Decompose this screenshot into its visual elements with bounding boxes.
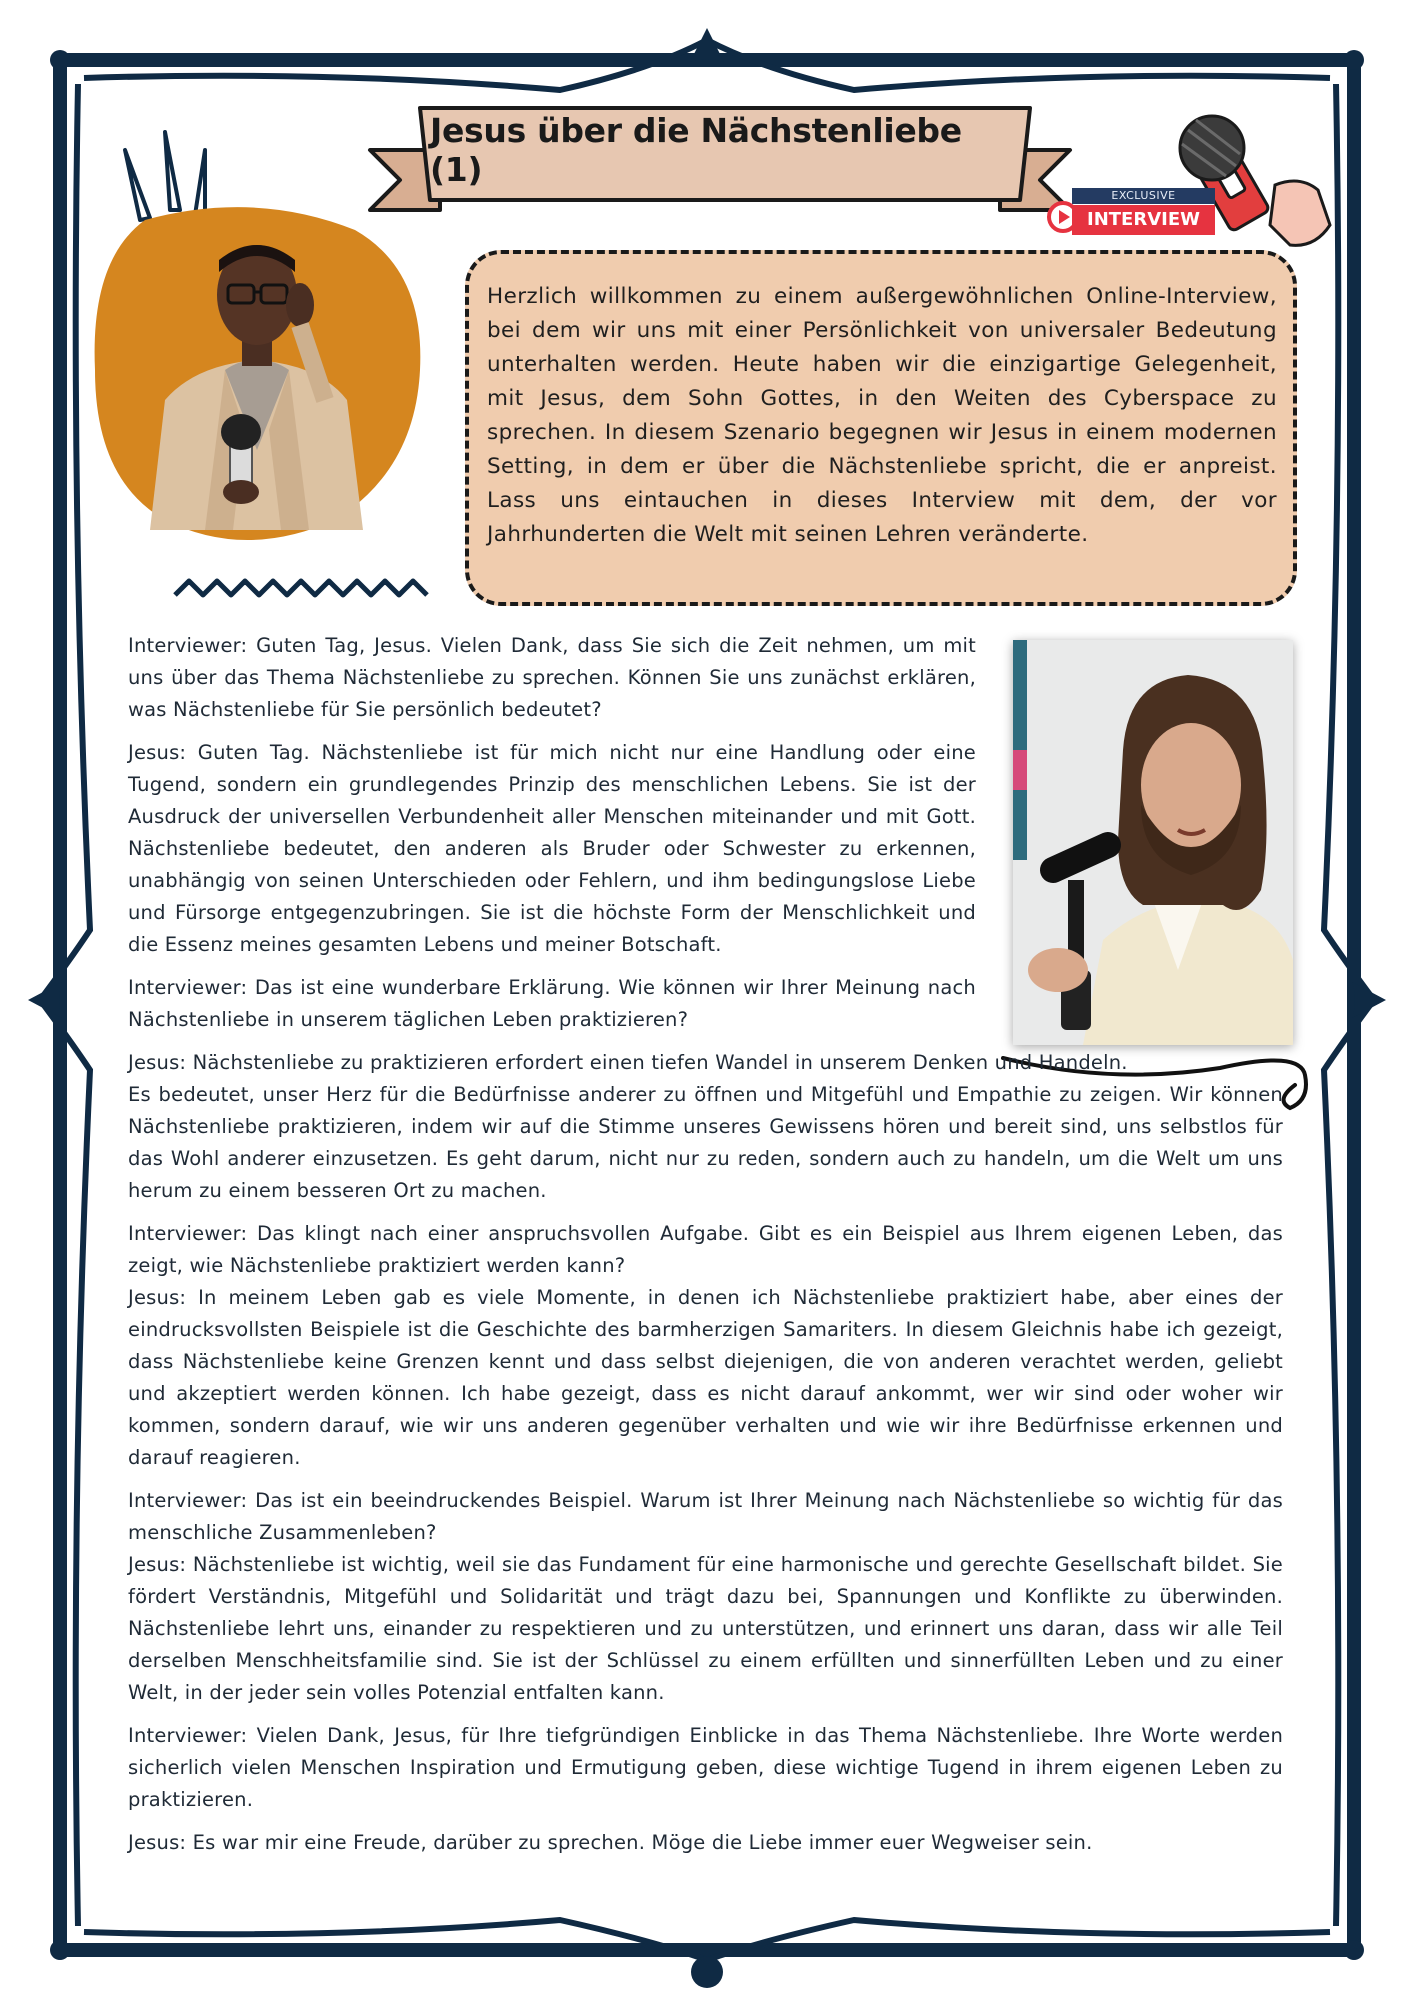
dialogue-paragraph: Interviewer: Vielen Dank, Jesus, für Ihre tiefgründigen Einblicke in das Thema Nächstenliebe. Ihre Worte werden sicherlich vielen Menschen Inspiration und Ermutigung geben, diese wichtige Tugend in ihrem eigenen Leben zu praktizieren. [128,1724,1283,1811]
dialogue-paragraph: Es bedeutet, unser Herz für die Bedürfnisse anderer zu öffnen und Mitgefühl und Empathie zu zeigen. Wir können Nächstenliebe praktizieren, indem wir auf die Stimme unseres Gewissens hören und bereit sind, uns selbstlos für das Wohl anderer einzusetzen. Es geht darum, nicht nur zu reden, sondern auch zu handeln, um die Welt um uns herum zu einem besseren Ort zu machen. [128,1083,1283,1202]
dialogue-paragraph: Jesus: Es war mir eine Freude, darüber zu sprechen. Möge die Liebe immer euer Wegweiser sein. [128,1831,1093,1854]
badge-interview-label: INTERVIEW [1072,205,1215,235]
dialogue-paragraph: Interviewer: Das klingt nach einer anspruchsvollen Aufgabe. Gibt es ein Beispiel aus Ihrem eigenen Leben, das zeigt, wie Nächstenliebe praktiziert werden kann? [128,1222,1283,1277]
dialogue-paragraph: Interviewer: Das ist eine wunderbare Erklärung. Wie können wir Ihrer Meinung nach Nächstenliebe in unserem täglichen Leben praktizieren? [128,976,976,1031]
dialogue-paragraph: Jesus: Nächstenliebe ist wichtig, weil sie das Fundament für eine harmonische und gerechte Gesellschaft bildet. Sie fördert Verständnis, Mitgefühl und Solidarität und trägt dazu bei, Spannungen und Konflikte zu überwinden. Nächstenliebe lehrt uns, einander zu respektieren und zu unterstützen, und erinnert uns daran, dass wir alle Teil derselben Menschheitsfamilie sind. Sie ist der Schlüssel zu einem erfüllten und sinnerfüllten Leben und zu einer Welt, in der jeder sein volles Potenzial entfalten kann. [128,1553,1283,1704]
badge-exclusive-label: EXCLUSIVE [1072,188,1215,204]
page-title: Jesus über die Nächstenliebe (1) [430,111,962,189]
dialogue-paragraph: Interviewer: Guten Tag, Jesus. Vielen Dank, dass Sie sich die Zeit nehmen, um mit uns über das Thema Nächstenliebe zu sprechen. Können Sie uns zunächst erklären, was Nächstenliebe für Sie persönlich bedeutet? [128,634,976,721]
intro-box [465,250,1297,606]
zigzag-icon [175,581,427,595]
dialogue-paragraph: Jesus: In meinem Leben gab es viele Momente, in denen ich Nächstenliebe praktiziert habe, aber eines der eindrucksvollsten Beispiele ist die Geschichte des barmherzigen Samariters. In diesem Gleichnis habe ich gezeigt, dass Nächstenliebe keine Grenzen kennt und dass selbst diejenigen, die von anderen verachtet werden, geliebt und akzeptiert werden können. Ich habe gezeigt, dass es nicht darauf ankommt, wer wir sind oder woher wir kommen, sondern darauf, wie wir uns anderen gegenüber verhalten und wie wir ihre Bedürfnisse erkennen und darauf reagieren. [128,1286,1283,1469]
interview-dialogue [128,630,1283,1870]
interviewer-photo [85,200,430,545]
dialogue-paragraph: Jesus: Guten Tag. Nächstenliebe ist für mich nicht nur eine Handlung oder eine Tugend, sondern ein grundlegendes Prinzip des menschlichen Lebens. Sie ist der Ausdruck der universellen Verbundenheit aller Menschen miteinander und mit Gott. Nächstenliebe bedeutet, den anderen als Bruder oder Schwester zu erkennen, unabhängig von seinen Unterschieden oder Fehlern, und ihm bedingungslose Liebe und Fürsorge entgegenzubringen. Sie ist die höchste Form der Menschlichkeit und die Essenz meines gesamten Lebens und meiner Botschaft. [128,741,976,956]
dialogue-paragraph: Jesus: Nächstenliebe zu praktizieren erfordert einen tiefen Wandel in unserem Denken und Handeln. [128,1051,1128,1074]
dialogue-paragraph: Interviewer: Das ist ein beeindruckendes Beispiel. Warum ist Ihrer Meinung nach Nächstenliebe so wichtig für das menschliche Zusammenleben? [128,1489,1283,1544]
exclusive-interview-badge [1040,188,1215,238]
intro-text: Herzlich willkommen zu einem außergewöhnlichen Online-Interview, bei dem wir uns mit einer Persönlichkeit von universaler Bedeutung unterhalten werden. Heute haben wir die einzigartige Gelegenheit, mit Jesus, dem Sohn Gottes, in den Weiten des Cyberspace zu sprechen. In diesem Szenario begegnen wir Jesus in einem modernen Setting, in dem er über die Nächstenliebe spricht, die er anpreist. Lass uns eintauchen in dieses Interview mit dem, der vor Jahrhunderten die Welt mit seinen Lehren veränderte. [487,284,1277,547]
